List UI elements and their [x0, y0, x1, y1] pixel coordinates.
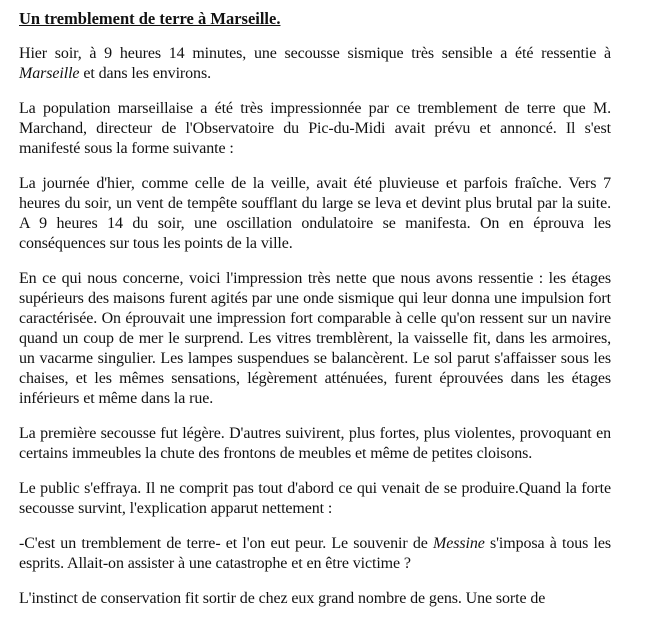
- place-name-marseille: Marseille: [19, 65, 80, 82]
- place-name-messine: Messine: [432, 535, 485, 552]
- paragraph-7-text-end: s'imposa à tous les esprits. Allait-on assister à une catastrophe et en être victime ?: [19, 535, 611, 572]
- paragraph-2: La population marseillaise a été très impressionnée par ce tremblement de terre que M. Marchand, directeur de l'Observatoire du Pic-du-Midi avait prévu et annoncé. Il s'est manifesté sous la forme suivante :: [19, 100, 611, 157]
- paragraph-1-text-end: et dans les environs.: [79, 65, 211, 82]
- paragraph-7: [19, 534, 611, 574]
- document-page: [19, 9, 611, 624]
- paragraph-6: Le public s'effraya. Il ne comprit pas tout d'abord ce qui venait de se produire.Quand la forte secousse survint, l'explication apparut nettement :: [19, 480, 611, 517]
- paragraph-3: La journée d'hier, comme celle de la veille, avait été pluvieuse et parfois fraîche. Vers 7 heures du soir, un vent de tempête soufflant du large se leva et devint plus brutal par la suite. A 9 heures 14 du soir, une oscillation ondulatoire se manifesta. On en éprouva les conséquences sur tous les points de la ville.: [19, 175, 611, 252]
- paragraph-5: La première secousse fut légère. D'autres suivirent, plus fortes, plus violentes, provoquant en certains immeubles la chute des frontons de meubles et même de petites cloisons.: [19, 425, 611, 462]
- paragraph-4: En ce qui nous concerne, voici l'impression très nette que nous avons ressentie : les étages supérieurs des maisons furent agités par une onde sismique qui leur donna une impulsion fort caractérisée. On éprouvait une impression fort comparable à celle qu'on ressent sur un navire quand un coup de mer le surprend. Les vitres tremblèrent, la vaisselle fit, dans les armoires, un vacarme singulier. Les lampes suspendues se balancèrent. Le sol parut s'affaisser sous les chaises, et les mêmes sensations, légèrement atténuées, furent éprouvées dans les étages inférieurs et même dans la rue.: [19, 270, 611, 407]
- article-title: Un tremblement de terre à Marseille.: [19, 9, 281, 28]
- paragraph-8: L'instinct de conservation fit sortir de chez eux grand nombre de gens. Une sorte de: [19, 590, 546, 607]
- paragraph-1: [19, 44, 611, 84]
- paragraph-7-text: -C'est un tremblement de terre- et l'on eut peur. Le souvenir de: [19, 535, 433, 552]
- paragraph-1-text: Hier soir, à 9 heures 14 minutes, une secousse sismique très sensible a été ressentie à: [19, 45, 611, 62]
